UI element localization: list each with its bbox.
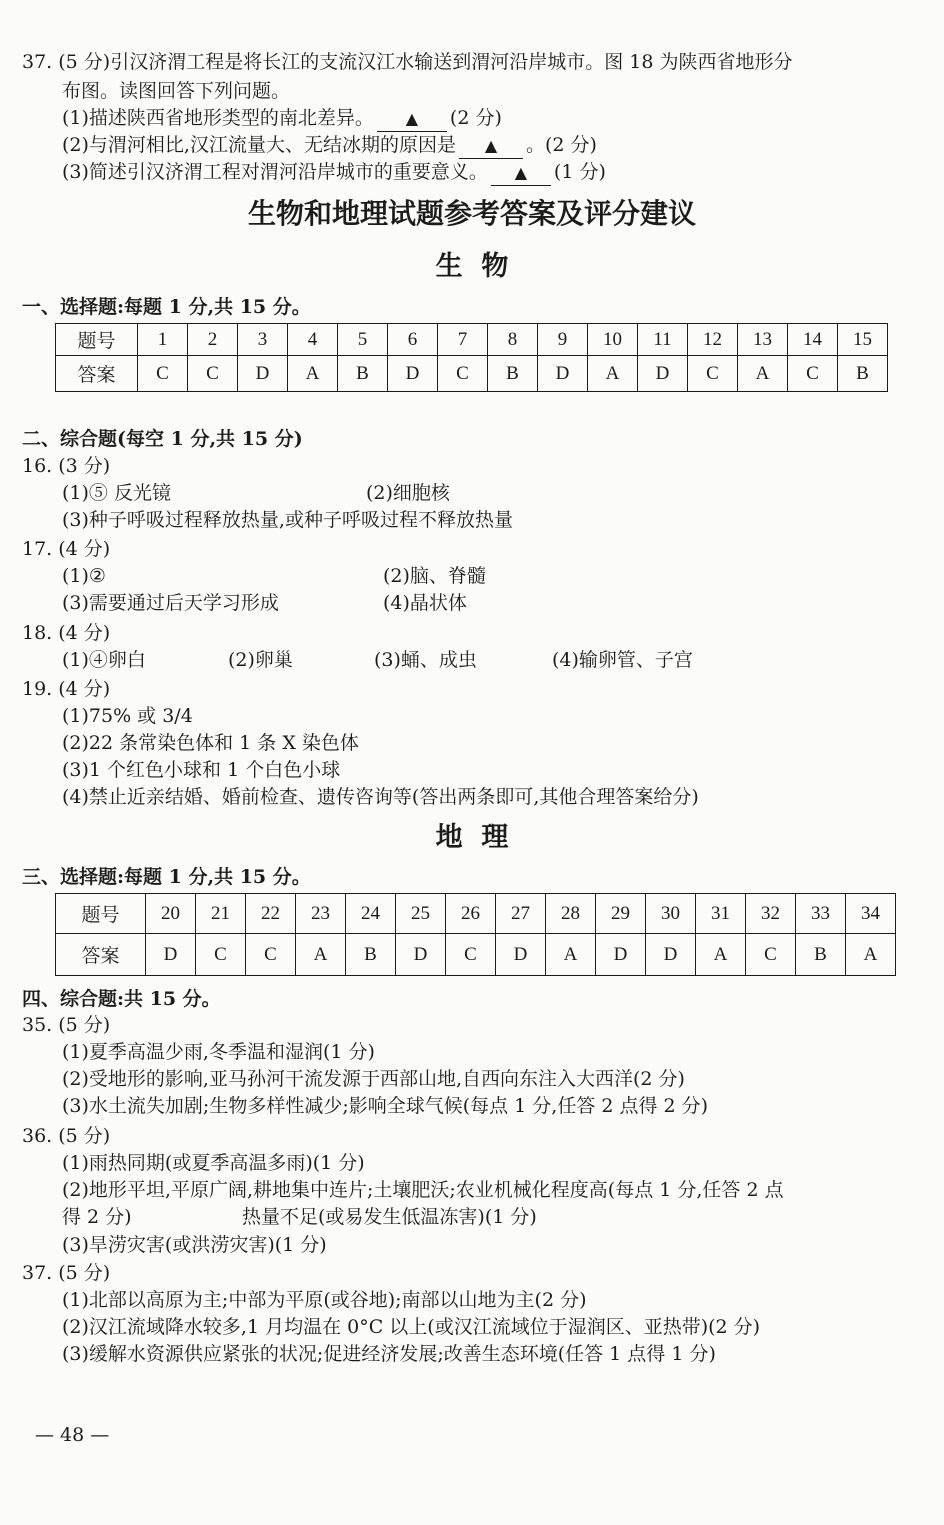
- q37-sub3: [62, 160, 606, 186]
- answer-cell: D: [146, 934, 196, 976]
- question-number: 12: [688, 324, 738, 356]
- q36-a2-extra: 热量不足(或易发生低温冻害)(1 分): [242, 1206, 537, 1228]
- question-number: 10: [588, 324, 638, 356]
- q16-a3: (3)种子呼吸过程释放热量,或种子呼吸过程不释放热量: [62, 509, 513, 531]
- question-number: 3: [238, 324, 288, 356]
- answer-cell: D: [638, 356, 688, 392]
- q37-sub3-score: (1 分): [553, 161, 606, 183]
- question-number: 22: [246, 894, 296, 934]
- question-number: 9: [538, 324, 588, 356]
- q16-head: 16. (3 分): [22, 455, 111, 477]
- geography-answer-table: [55, 893, 896, 976]
- question-number: 11: [638, 324, 688, 356]
- q37-a2: (2)汉江流域降水较多,1 月均温在 0°C 以上(或汉江流域位于湿润区、亚热带)(2 分): [62, 1316, 761, 1338]
- q19-a1: (1)75% 或 3/4: [62, 705, 193, 727]
- table-row: [56, 894, 896, 934]
- answer-cell: D: [538, 356, 588, 392]
- q19-head: 19. (4 分): [22, 678, 111, 700]
- q18-head: 18. (4 分): [22, 622, 111, 644]
- biology-heading: 生 物: [435, 251, 509, 282]
- answer-cell: A: [738, 356, 788, 392]
- q37-sub2-score: 。(2 分): [525, 134, 597, 156]
- question-number: 28: [546, 894, 596, 934]
- answer-cell: A: [588, 356, 638, 392]
- question-number: 8: [488, 324, 538, 356]
- row-label: 答案: [56, 356, 138, 392]
- answer-blank: [459, 133, 523, 159]
- answer-cell: C: [746, 934, 796, 976]
- q35-head: 35. (5 分): [22, 1014, 111, 1036]
- q37-sub1: [62, 106, 502, 132]
- answer-cell: D: [388, 356, 438, 392]
- answer-cell: C: [446, 934, 496, 976]
- answer-cell: C: [788, 356, 838, 392]
- q37-intro-line1: 37. (5 分)引汉济渭工程是将长江的支流汉江水输送到渭河沿岸城市。图 18 为陕西省地形分: [22, 51, 793, 73]
- q17-a4: (4)晶状体: [383, 592, 467, 614]
- question-number: 4: [288, 324, 338, 356]
- answer-cell: C: [688, 356, 738, 392]
- q19-a2: (2)22 条常染色体和 1 条 X 染色体: [62, 732, 359, 754]
- answer-cell: B: [346, 934, 396, 976]
- answer-cell: B: [338, 356, 388, 392]
- question-number: 26: [446, 894, 496, 934]
- q36-a2: (2)地形平坦,平原广阔,耕地集中连片;土壤肥沃;农业机械化程度高(每点 1 分,任答 2 点: [62, 1179, 784, 1201]
- geo-section3-heading: 三、选择题:每题 1 分,共 15 分。: [22, 866, 311, 888]
- answer-cell: C: [188, 356, 238, 392]
- question-number: 30: [646, 894, 696, 934]
- q17-a3: (3)需要通过后天学习形成: [62, 592, 279, 614]
- biology-answer-table: [55, 323, 888, 392]
- question-number: 24: [346, 894, 396, 934]
- answer-cell: C: [246, 934, 296, 976]
- q16-a2: (2)细胞核: [366, 482, 450, 504]
- question-number: 7: [438, 324, 488, 356]
- q36-a2-cont: 得 2 分): [62, 1206, 132, 1228]
- q37-sub3-text: (3)简述引汉济渭工程对渭河沿岸城市的重要意义。: [62, 161, 488, 183]
- bio-section1-heading: 一、选择题:每题 1 分,共 15 分。: [22, 296, 311, 318]
- answer-cell: D: [396, 934, 446, 976]
- question-number: 23: [296, 894, 346, 934]
- table-row: [56, 324, 888, 356]
- answer-cell: D: [646, 934, 696, 976]
- triangle-icon: ▲: [514, 163, 528, 182]
- answer-cell: C: [196, 934, 246, 976]
- q36-a3: (3)旱涝灾害(或洪涝灾害)(1 分): [62, 1234, 327, 1256]
- q18-a2: (2)卵巢: [228, 649, 293, 671]
- question-number: 34: [846, 894, 896, 934]
- answer-blank: [377, 106, 447, 132]
- answer-cell: C: [138, 356, 188, 392]
- q19-a3: (3)1 个红色小球和 1 个白色小球: [62, 759, 341, 781]
- q19-a4: (4)禁止近亲结婚、婚前检查、遗传咨询等(答出两条即可,其他合理答案给分): [62, 786, 699, 808]
- answer-cell: A: [546, 934, 596, 976]
- answer-cell: A: [846, 934, 896, 976]
- answer-cell: B: [488, 356, 538, 392]
- question-number: 33: [796, 894, 846, 934]
- q35-a3: (3)水土流失加剧;生物多样性减少;影响全球气候(每点 1 分,任答 2 点得 2 分): [62, 1095, 709, 1117]
- q35-a2: (2)受地形的影响,亚马孙河干流发源于西部山地,自西向东注入大西洋(2 分): [62, 1068, 685, 1090]
- q18-a4: (4)输卵管、子宫: [552, 649, 693, 671]
- q16-a1: (1)⑤ 反光镜: [62, 482, 171, 504]
- question-number: 1: [138, 324, 188, 356]
- answer-cell: B: [838, 356, 888, 392]
- page-number: — 48 —: [35, 1424, 110, 1446]
- q37-sub1-text: (1)描述陕西省地形类型的南北差异。: [62, 107, 374, 129]
- question-number: 20: [146, 894, 196, 934]
- main-title: 生物和地理试题参考答案及评分建议: [247, 197, 696, 230]
- answer-cell: A: [696, 934, 746, 976]
- q37-sub1-score: (2 分): [449, 107, 502, 129]
- q18-a1: (1)④卵白: [62, 649, 146, 671]
- q37-head: 37. (5 分): [22, 1262, 111, 1284]
- q37-sub2-text: (2)与渭河相比,汉江流量大、无结冰期的原因是: [62, 134, 456, 156]
- q35-a1: (1)夏季高温少雨,冬季温和湿润(1 分): [62, 1041, 375, 1063]
- answer-cell: C: [438, 356, 488, 392]
- question-number: 25: [396, 894, 446, 934]
- q17-a2: (2)脑、脊髓: [383, 565, 486, 587]
- question-number: 27: [496, 894, 546, 934]
- answer-cell: A: [288, 356, 338, 392]
- geography-heading: 地 理: [435, 822, 509, 853]
- q18-a3: (3)蛹、成虫: [374, 649, 477, 671]
- q36-head: 36. (5 分): [22, 1125, 111, 1147]
- question-number: 6: [388, 324, 438, 356]
- geo-section4-heading: 四、综合题:共 15 分。: [22, 988, 221, 1010]
- answer-cell: D: [496, 934, 546, 976]
- question-number: 5: [338, 324, 388, 356]
- triangle-icon: ▲: [405, 109, 419, 128]
- q17-head: 17. (4 分): [22, 538, 111, 560]
- answer-blank: [491, 160, 551, 186]
- bio-section2-heading: 二、综合题(每空 1 分,共 15 分): [22, 428, 303, 450]
- question-number: 15: [838, 324, 888, 356]
- question-number: 21: [196, 894, 246, 934]
- question-number: 2: [188, 324, 238, 356]
- row-label: 答案: [56, 934, 146, 976]
- answer-cell: B: [796, 934, 846, 976]
- q37-a3: (3)缓解水资源供应紧张的状况;促进经济发展;改善生态环境(任答 1 点得 1 分): [62, 1343, 716, 1365]
- q17-a1: (1)②: [62, 565, 106, 587]
- question-number: 29: [596, 894, 646, 934]
- table-row: [56, 356, 888, 392]
- question-number: 32: [746, 894, 796, 934]
- q36-a1: (1)雨热同期(或夏季高温多雨)(1 分): [62, 1152, 365, 1174]
- table-row: [56, 934, 896, 976]
- triangle-icon: ▲: [484, 136, 498, 155]
- question-number: 14: [788, 324, 838, 356]
- answer-cell: D: [596, 934, 646, 976]
- question-number: 13: [738, 324, 788, 356]
- q37-a1: (1)北部以高原为主;中部为平原(或谷地);南部以山地为主(2 分): [62, 1289, 587, 1311]
- row-label: 题号: [56, 894, 146, 934]
- answer-cell: D: [238, 356, 288, 392]
- question-number: 31: [696, 894, 746, 934]
- q37-intro-line2: 布图。读图回答下列问题。: [62, 80, 291, 102]
- row-label: 题号: [56, 324, 138, 356]
- q37-sub2: [62, 133, 597, 159]
- answer-cell: A: [296, 934, 346, 976]
